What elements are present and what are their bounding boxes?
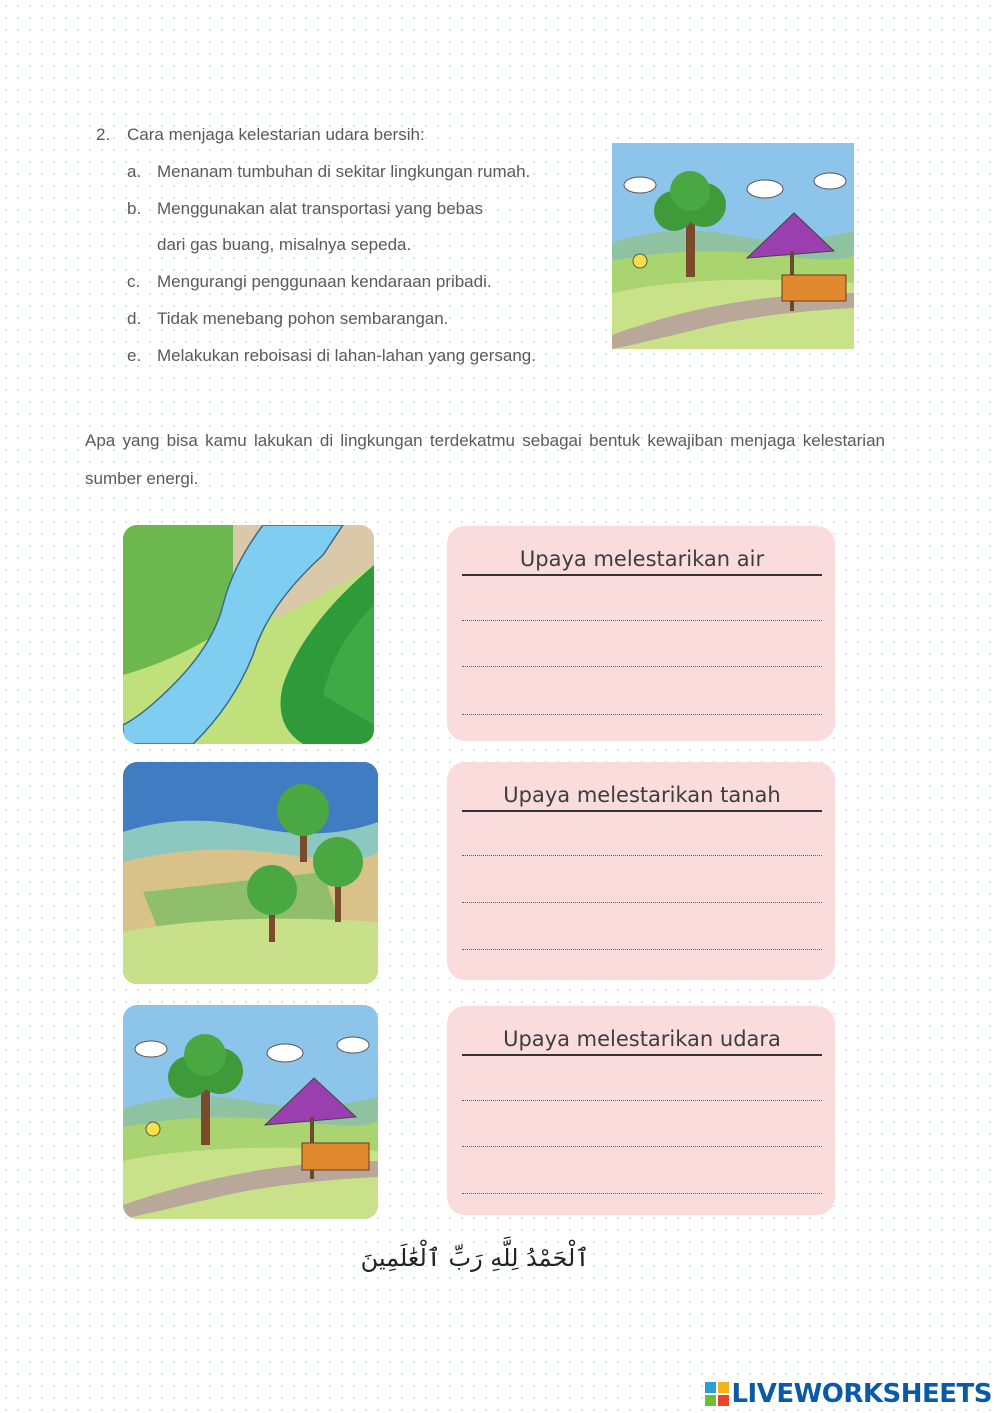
river-illustration <box>123 525 374 744</box>
item-text-c: Mengurangi penggunaan kendaraan pribadi. <box>157 272 492 291</box>
item-text-d: Tidak menebang pohon sembarangan. <box>157 309 449 328</box>
answer-line-tanah-3[interactable] <box>462 949 822 950</box>
brand-logo-text: LIVEWORKSHEETS <box>731 1379 992 1409</box>
list-number: 2. <box>96 125 111 144</box>
answer-line-air-3[interactable] <box>462 714 822 715</box>
card-air-title: Upaya melestarikan air <box>462 544 822 576</box>
item-marker-e: e. <box>127 346 142 365</box>
card-udara-title: Upaya melestarikan udara <box>462 1024 822 1056</box>
item-text-a: Menanam tumbuhan di sekitar lingkungan rumah. <box>157 162 531 181</box>
item-marker-d: d. <box>127 309 142 328</box>
item-marker-c: c. <box>127 272 141 291</box>
card-tanah <box>447 762 835 980</box>
item-marker-b: b. <box>127 199 142 218</box>
card-air <box>447 526 835 741</box>
question-text: Apa yang bisa kamu lakukan di lingkungan terdekatmu sebagai bentuk kewajiban menjaga kelestarian sumber energi. <box>85 431 885 488</box>
answer-line-air-2[interactable] <box>462 666 822 667</box>
answer-line-udara-3[interactable] <box>462 1193 822 1194</box>
park-illustration-bottom <box>123 1005 378 1219</box>
brand-logo-icon <box>705 1382 729 1406</box>
brand-logo <box>705 1379 992 1409</box>
answer-line-udara-1[interactable] <box>462 1100 822 1101</box>
answer-line-air-1[interactable] <box>462 620 822 621</box>
arabic-closing: ٱلْحَمْدُ لِلَّهِ رَبِّ ٱلْعَٰلَمِينَ <box>360 1244 590 1272</box>
item-text-b-cont: dari gas buang, misalnya sepeda. <box>157 235 412 254</box>
answer-line-udara-2[interactable] <box>462 1146 822 1147</box>
list-heading: Cara menjaga kelestarian udara bersih: <box>127 125 425 144</box>
answer-line-tanah-2[interactable] <box>462 902 822 903</box>
item-text-e: Melakukan reboisasi di lahan-lahan yang gersang. <box>157 346 536 365</box>
card-tanah-title: Upaya melestarikan tanah <box>462 780 822 812</box>
card-udara <box>447 1006 835 1215</box>
answer-line-tanah-1[interactable] <box>462 855 822 856</box>
park-illustration-top <box>612 143 854 349</box>
item-text-b: Menggunakan alat transportasi yang bebas <box>157 199 484 218</box>
farmland-illustration <box>123 762 378 984</box>
item-marker-a: a. <box>127 162 142 181</box>
